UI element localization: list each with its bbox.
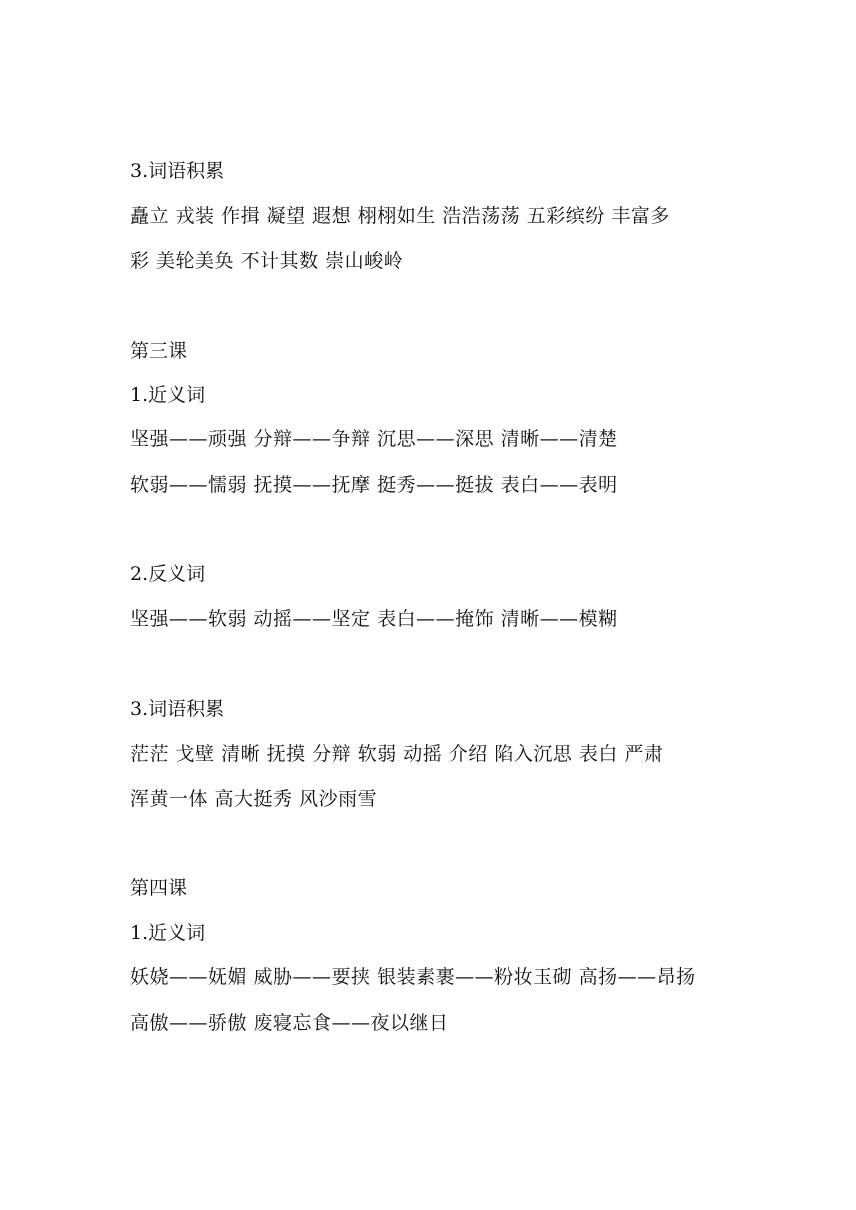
- synonym-line: 软弱——懦弱 抚摸——抚摩 挺秀——挺拔 表白——表明: [130, 474, 618, 496]
- synonym-line: 高傲——骄傲 废寝忘食——夜以继日: [130, 1012, 449, 1034]
- section-heading-antonyms: 2.反义词: [130, 563, 206, 585]
- lesson-title: 第四课: [130, 877, 188, 899]
- section-heading-synonyms: 1.近义词: [130, 922, 206, 944]
- section-heading-synonyms: 1.近义词: [130, 384, 206, 406]
- synonym-line: 坚强——顽强 分辩——争辩 沉思——深思 清晰——清楚: [130, 428, 618, 450]
- vocabulary-line: 浑黄一体 高大挺秀 风沙雨雪: [130, 788, 378, 810]
- vocabulary-line: 彩 美轮美奂 不计其数 崇山峻岭: [130, 250, 404, 272]
- vocabulary-line: 矗立 戎装 作揖 凝望 遐想 栩栩如生 浩浩荡荡 五彩缤纷 丰富多: [130, 205, 670, 227]
- section-heading-vocabulary: 3.词语积累: [130, 160, 225, 182]
- lesson-title: 第三课: [130, 340, 188, 362]
- section-heading-vocabulary: 3.词语积累: [130, 698, 225, 720]
- vocabulary-line: 茫茫 戈壁 清晰 抚摸 分辩 软弱 动摇 介绍 陷入沉思 表白 严肃: [130, 743, 664, 765]
- antonym-line: 坚强——软弱 动摇——坚定 表白——掩饰 清晰——模糊: [130, 608, 618, 630]
- synonym-line: 妖娆——妩媚 威胁——要挟 银装素裹——粉妆玉砌 高扬——昂扬: [130, 966, 696, 988]
